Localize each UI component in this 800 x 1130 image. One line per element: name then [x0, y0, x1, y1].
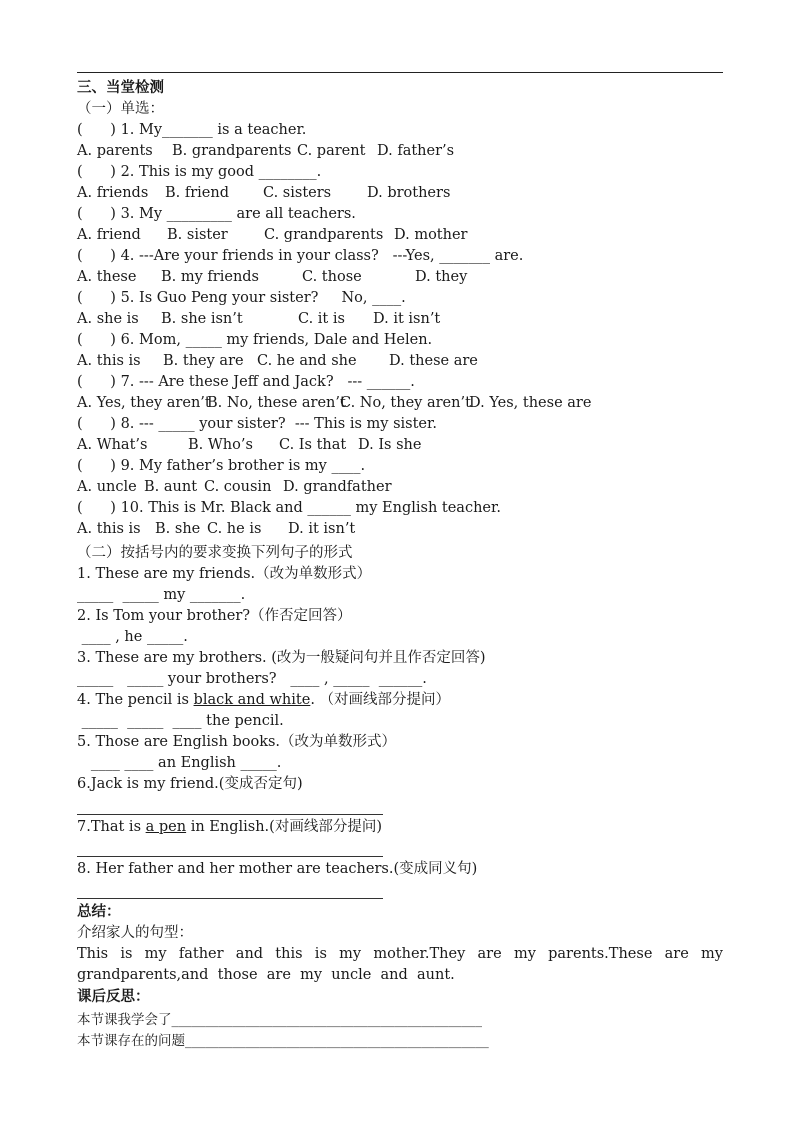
rewrite-4-underlined: black and white [193, 692, 311, 708]
question-4: ( ) 4. ---Are your friends in your class? ---Yes, _______ are. [77, 248, 524, 264]
question-6: ( ) 6. Mom, _____ my friends, Dale and Helen. [77, 332, 433, 348]
question-7-option-a: A. Yes, they aren’t [77, 395, 211, 411]
question-6-option-b: B. they are [163, 353, 244, 369]
question-3: ( ) 3. My _________ are all teachers. [77, 206, 356, 222]
question-6-option-c: C. he and she [257, 353, 357, 369]
rewrite-2: 2. Is Tom your brother?（作否定回答） [77, 608, 352, 624]
question-9-option-b: B. aunt [144, 479, 198, 495]
question-9-option-c: C. cousin [204, 479, 272, 495]
question-10-option-b: B. she [155, 521, 201, 537]
rewrite-3-answer: _____ _____ your brothers? ____ , _____ ______. [77, 671, 427, 687]
question-8-option-b: B. Who’s [188, 437, 253, 453]
reflection-learned: 本节课我学会了______________________________________________ [77, 1012, 482, 1028]
reflection-heading: 课后反思： [77, 988, 150, 1005]
question-9: ( ) 9. My father’s brother is my ____. [77, 458, 366, 474]
question-1-option-b: B. grandparents [172, 143, 292, 159]
rewrite-7 [77, 817, 382, 837]
question-3-option-c: C. grandparents [264, 227, 384, 243]
question-10-option-a: A. this is [77, 521, 141, 537]
rewrite-7-pre: 7.That is [77, 819, 146, 835]
question-5: ( ) 5. Is Guo Peng your sister? No, ____. [77, 290, 406, 306]
question-7-option-b: B. No, these aren’t [207, 395, 346, 411]
rewrite-5: 5. Those are English books.（改为单数形式） [77, 734, 397, 750]
section-title: 三、当堂检测 [77, 79, 164, 96]
question-10-option-c: C. he is [207, 521, 262, 537]
rewrite-5-answer: ____ ____ an English _____. [77, 755, 282, 771]
summary-subheading: 介绍家人的句型： [77, 925, 193, 941]
question-2-option-a: A. friends [77, 185, 149, 201]
question-2-option-d: D. brothers [367, 185, 451, 201]
rewrite-6: 6.Jack is my friend.(变成否定句) [77, 776, 303, 792]
part1-heading: （一）单选： [77, 101, 164, 117]
question-4-option-d: D. they [415, 269, 468, 285]
question-10-option-d: D. it isn’t [288, 521, 356, 537]
question-8-option-d: D. Is she [358, 437, 422, 453]
summary-text-line2: grandparents,and those are my uncle and aunt. [77, 967, 455, 983]
question-6-option-a: A. this is [77, 353, 141, 369]
question-2: ( ) 2. This is my good ________. [77, 164, 322, 180]
question-3-option-a: A. friend [77, 227, 141, 243]
question-4-option-c: C. those [302, 269, 362, 285]
rewrite-1: 1. These are my friends.（改为单数形式） [77, 566, 372, 582]
question-5-option-c: C. it is [298, 311, 345, 327]
part2-heading: （二）按括号内的要求变换下列句子的形式 [77, 545, 353, 561]
summary-text-line1: This is my father and this is my mother.They are my parents.These are my [77, 946, 723, 962]
summary-heading: 总结： [77, 903, 121, 920]
question-9-option-d: D. grandfather [283, 479, 392, 495]
question-6-option-d: D. these are [389, 353, 478, 369]
answer-line-6 [77, 814, 383, 815]
question-3-option-d: D. mother [394, 227, 468, 243]
question-8-option-a: A. What’s [77, 437, 148, 453]
question-4-option-a: A. these [77, 269, 137, 285]
rewrite-1-answer: _____ _____ my _______. [77, 587, 246, 603]
rewrite-7-post: in English.(对画线部分提问) [186, 819, 382, 835]
question-10: ( ) 10. This is Mr. Black and ______ my English teacher. [77, 500, 501, 516]
question-3-option-b: B. sister [167, 227, 228, 243]
rewrite-7-underlined: a pen [145, 819, 187, 835]
rewrite-4-answer: _____ _____ ____ the pencil. [77, 713, 284, 729]
answer-line-8 [77, 898, 383, 899]
question-1-option-c: C. parent [297, 143, 366, 159]
top-rule [77, 72, 723, 73]
question-8: ( ) 8. --- _____ your sister? --- This is my sister. [77, 416, 437, 432]
question-1-option-d: D. father’s [377, 143, 455, 159]
rewrite-4-post: . （对画线部分提问） [310, 692, 451, 708]
question-9-option-a: A. uncle [77, 479, 137, 495]
question-8-option-c: C. Is that [279, 437, 347, 453]
rewrite-4 [77, 690, 450, 710]
answer-line-7 [77, 856, 383, 857]
question-5-option-b: B. she isn’t [161, 311, 243, 327]
question-7-option-c: C. No, they aren’t [340, 395, 471, 411]
question-5-option-a: A. she is [77, 311, 139, 327]
rewrite-2-answer: ____ , he _____. [77, 629, 188, 645]
question-7: ( ) 7. --- Are these Jeff and Jack? --- ______. [77, 374, 415, 390]
rewrite-4-pre: 4. The pencil is [77, 692, 194, 708]
question-1: ( ) 1. My_______ is a teacher. [77, 122, 307, 138]
question-2-option-b: B. friend [165, 185, 230, 201]
rewrite-3: 3. These are my brothers. (改为一般疑问句并且作否定回答) [77, 650, 486, 666]
rewrite-8: 8. Her father and her mother are teachers.(变成同义句) [77, 861, 478, 877]
question-5-option-d: D. it isn’t [373, 311, 441, 327]
question-7-option-d: D. Yes, these are [469, 395, 592, 411]
question-2-option-c: C. sisters [263, 185, 332, 201]
question-1-option-a: A. parents [77, 143, 153, 159]
question-4-option-b: B. my friends [161, 269, 260, 285]
reflection-problems: 本节课存在的问题_____________________________________________ [77, 1033, 489, 1049]
